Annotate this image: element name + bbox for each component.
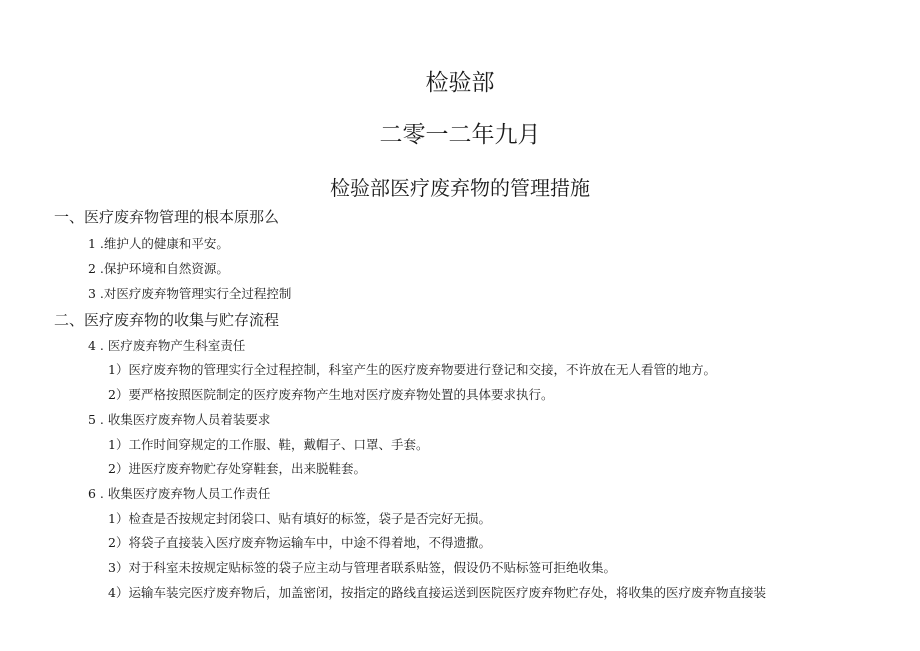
list-item: 1）检查是否按规定封闭袋口、贴有填好的标签，袋子是否完好无损。 — [108, 511, 491, 526]
group-title: 5 . 收集医疗废弃物人员着装要求 — [88, 412, 271, 427]
document-title: 检验部医疗废弃物的管理措施 — [330, 176, 590, 200]
list-item: 1）医疗废弃物的管理实行全过程控制，科室产生的医疗废弃物要进行登记和交接，不许放在无人看管的地方。 — [108, 362, 716, 377]
section-heading-2: 二、医疗废弃物的收集与贮存流程 — [54, 311, 280, 329]
list-item: 2）进医疗废弃物贮存处穿鞋套，出来脱鞋套。 — [108, 461, 366, 476]
list-item: 2 .保护环境和自然资源。 — [88, 261, 229, 276]
group-title: 6 . 收集医疗废弃物人员工作责任 — [88, 486, 271, 501]
list-item: 2）要严格按照医院制定的医疗废弃物产生地对医疗废弃物处置的具体要求执行。 — [108, 387, 554, 402]
department-title: 检验部 — [425, 70, 495, 96]
group-title: 4 . 医疗废弃物产生科室责任 — [88, 338, 246, 353]
list-item: 4）运输车装完医疗废弃物后，加盖密闭，按指定的路线直接运送到医院医疗废弃物贮存处，将收集的医疗废弃物直接装 — [108, 585, 766, 600]
list-item: 2）将袋子直接装入医疗废弃物运输车中，中途不得着地，不得遗撒。 — [108, 535, 491, 550]
list-item: 1 .维护人的健康和平安。 — [88, 236, 229, 251]
list-item: 1）工作时间穿规定的工作服、鞋，戴帽子、口罩、手套。 — [108, 437, 429, 452]
section-heading-1: 一、医疗废弃物管理的根本原那么 — [54, 208, 280, 226]
list-item: 3）对于科室未按规定贴标签的袋子应主动与管理者联系贴签，假设仍不贴标签可拒绝收集。 — [108, 560, 616, 575]
list-item: 3 .对医疗废弃物管理实行全过程控制 — [88, 286, 292, 301]
date-title: 二零一二年九月 — [379, 122, 541, 148]
